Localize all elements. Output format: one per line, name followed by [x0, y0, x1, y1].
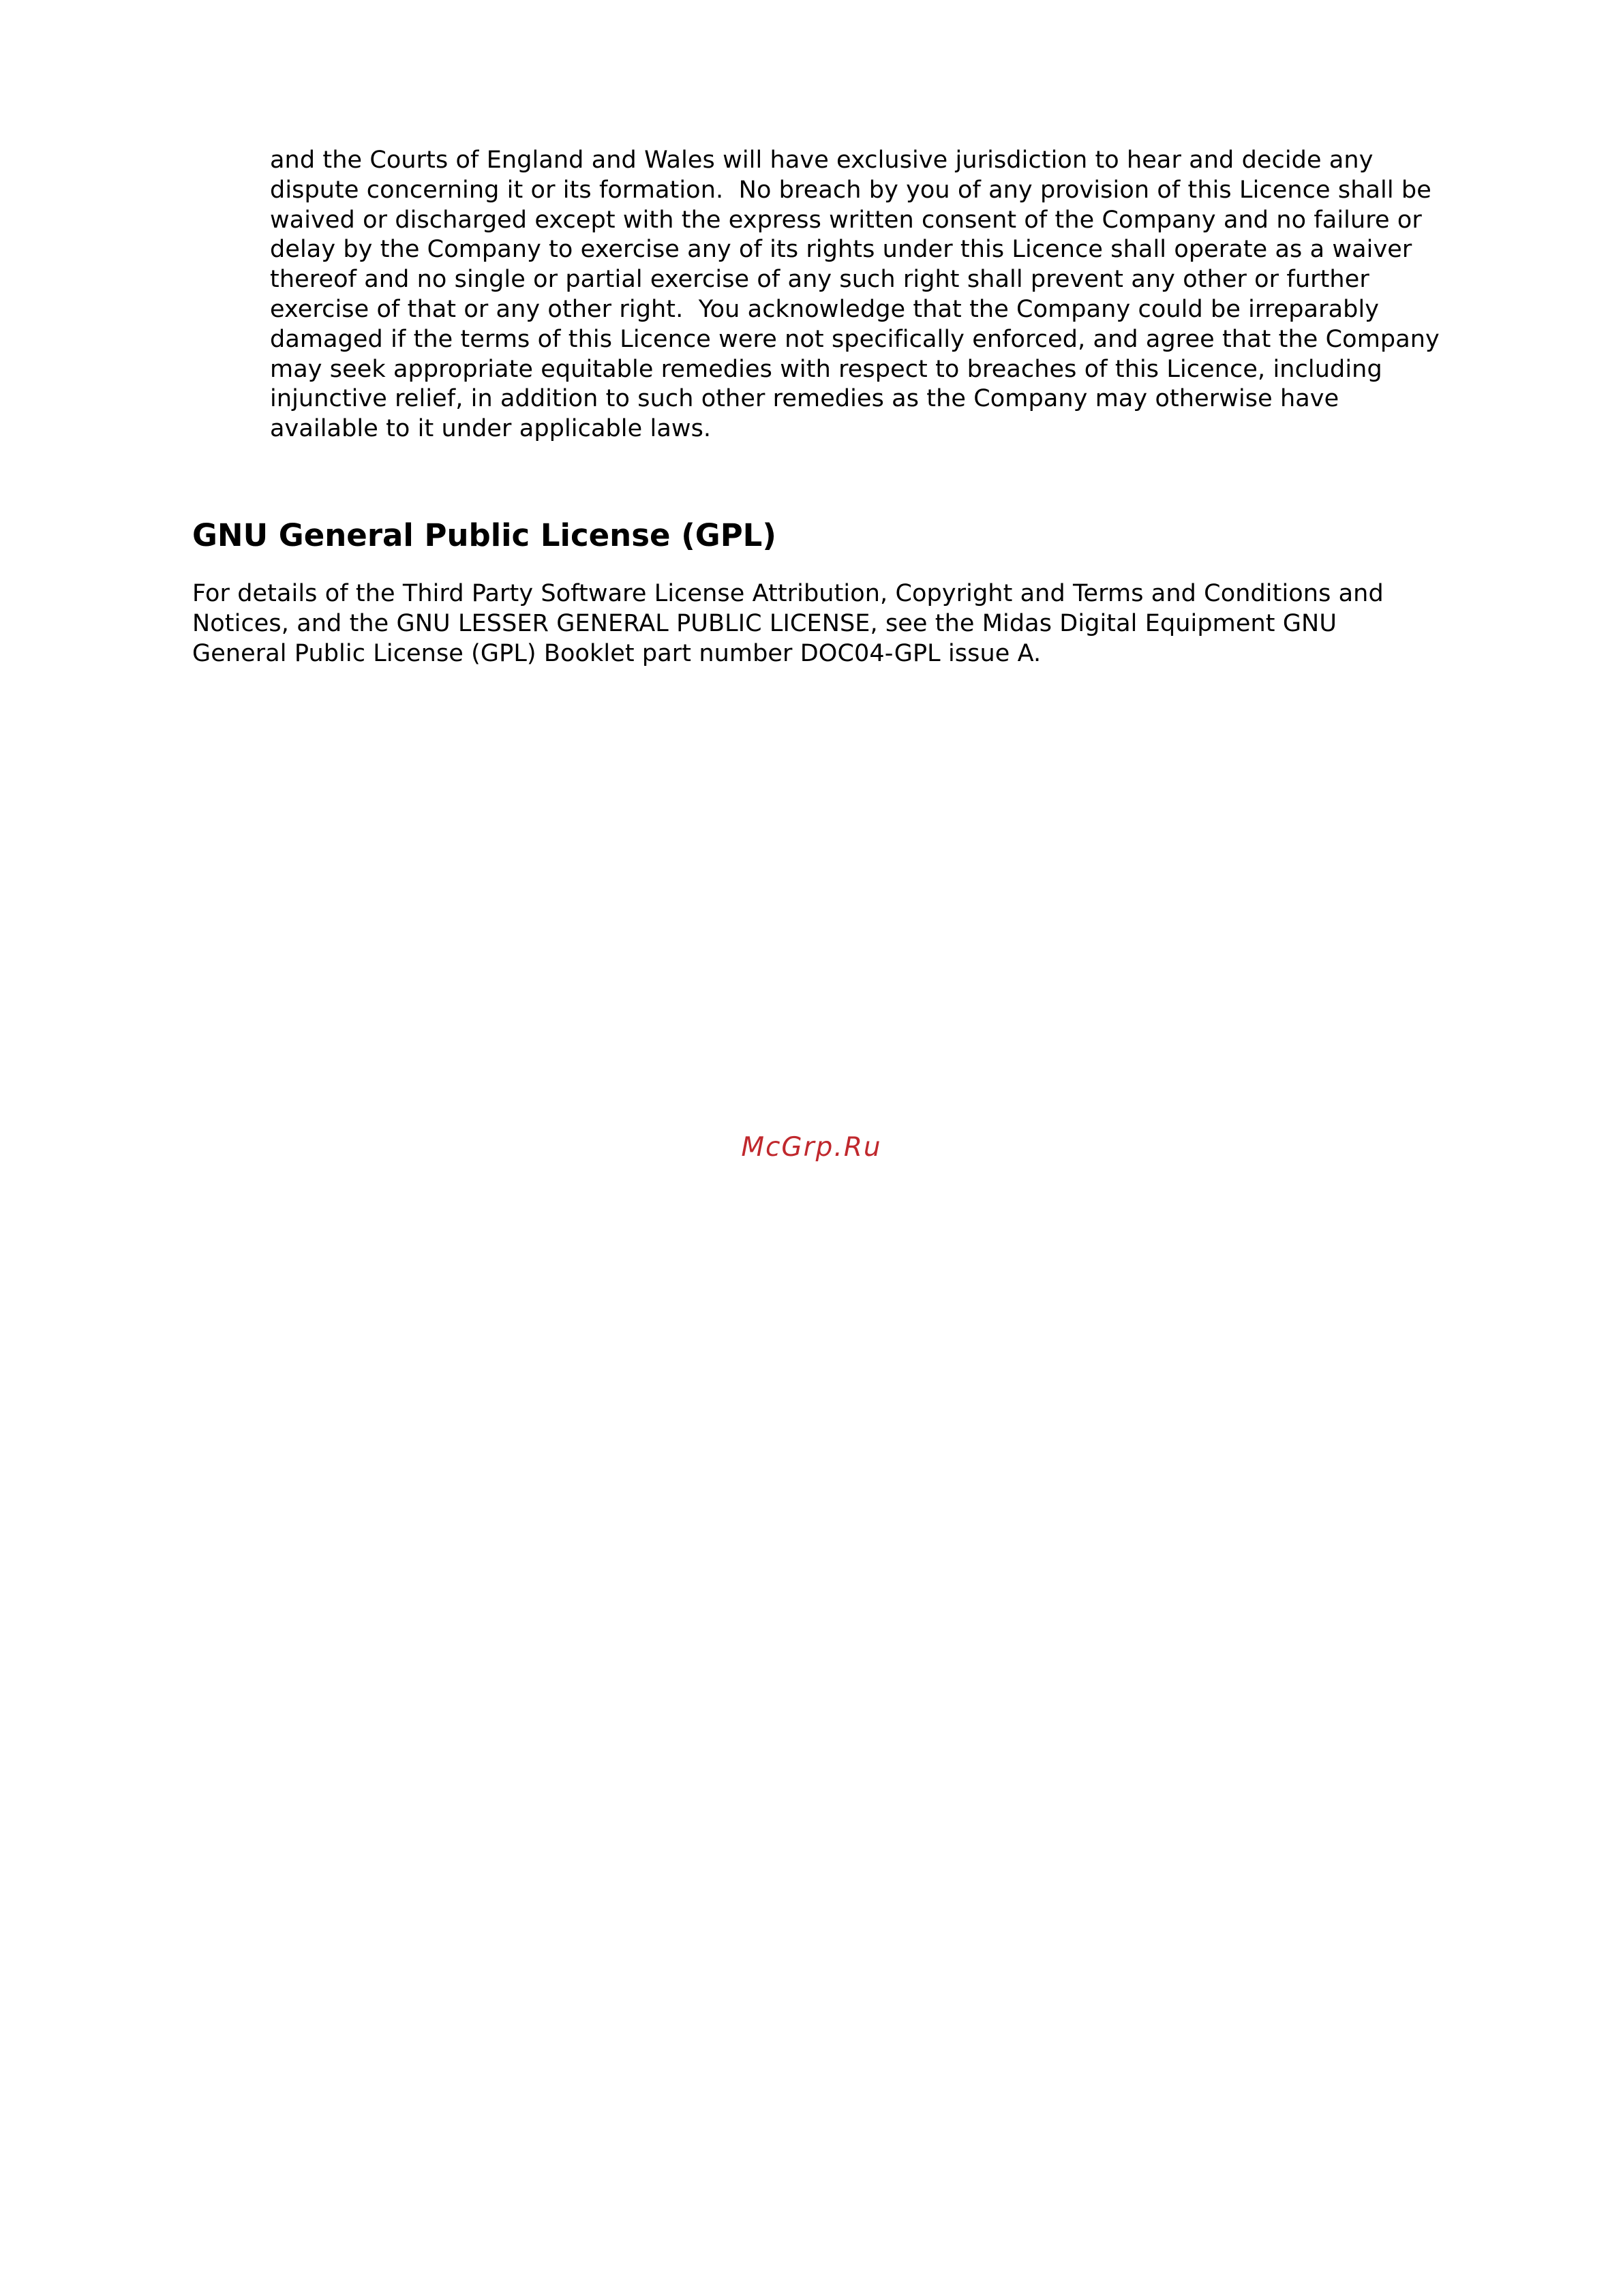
paragraph-line: delay by the Company to exercise any of its rights under this Licence shall operate as a waiver	[270, 236, 1412, 264]
gpl-section-heading: GNU General Public License (GPL)	[192, 517, 776, 553]
paragraph-line: exercise of that or any other right. You acknowledge that the Company could be irreparably	[270, 295, 1380, 323]
paragraph-line: available to it under applicable laws.	[270, 415, 712, 443]
paragraph-line: may seek appropriate equitable remedies with respect to breaches of this Licence, including	[270, 355, 1382, 383]
paragraph-line: For details of the Third Party Software License Attribution, Copyright and Terms and Conditions and	[192, 580, 1384, 607]
paragraph-line: Notices, and the GNU LESSER GENERAL PUBLIC LICENSE, see the Midas Digital Equipment GNU	[192, 609, 1337, 637]
paragraph-line: injunctive relief, in addition to such other remedies as the Company may otherwise have	[270, 385, 1339, 413]
paragraph-line: and the Courts of England and Wales will have exclusive jurisdiction to hear and decide any	[270, 147, 1374, 174]
licence-paragraph-continuation	[270, 146, 1565, 444]
paragraph-line: thereof and no single or partial exercise of any such right shall prevent any other or further	[270, 266, 1369, 294]
paragraph-line: General Public License (GPL) Booklet part number DOC04-GPL issue A.	[192, 639, 1042, 667]
watermark-text: McGrp.Ru	[741, 1132, 882, 1163]
gpl-section-paragraph	[192, 579, 1556, 669]
paragraph-line: dispute concerning it or its formation. No breach by you of any provision of this Licence shall be	[270, 176, 1431, 204]
paragraph-line: damaged if the terms of this Licence were not specifically enforced, and agree that the Company	[270, 325, 1440, 353]
paragraph-line: waived or discharged except with the express written consent of the Company and no failure or	[270, 206, 1422, 234]
